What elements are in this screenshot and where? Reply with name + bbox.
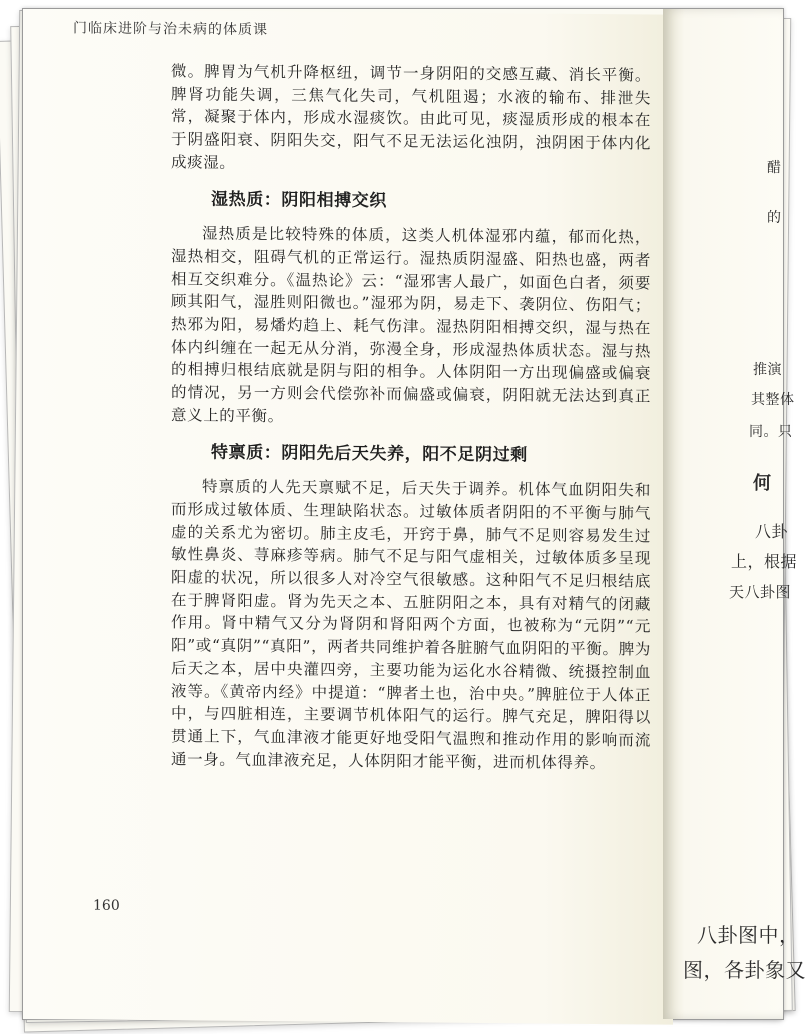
section-heading-special: 特禀质：阴阳先后天失养，阳不足阴过剩 [211,442,528,465]
section-heading-damp-heat: 湿热质：阴阳相搏交织 [211,189,387,211]
next-page-heading: 何 [753,473,772,494]
next-page-text: 醋 [767,160,782,176]
next-page-text: 其整体 [751,392,795,408]
next-page-text: 八卦图中， [697,923,800,947]
next-page-text: 上，根据 [731,552,798,571]
page-body [171,60,651,775]
next-page-text: 图，各卦象又 [683,958,806,982]
paragraph-damp-heat: 湿热质是比较特殊的体质，这类人机体湿邪内蕴，郁而化热，湿热相交，阻碍气机的正常运行。湿热质阴湿盛、阳热也盛，两者相互交织难分。《温热论》云：“湿邪害人最广，如面色白者，须要顾其阳气，湿胜则阳微也。”湿邪为阴，易走下、袭阴位、伤阳气；热邪为阳，易燔灼趋上、耗气伤津。湿热阴阳相搏交织，湿与热在体内纠缠在一起无从分消，弥漫全身，形成湿热体质状态。湿与热的相搏归根结底就是阴与阳的相争。人体阴阳一方出现偏盛或偏衰的情况，另一方则会代偿弥补而偏盛或偏衰，阴阳就无法达到真正意义上的平衡。 [171,224,651,426]
next-page-text: 天八卦图 [729,583,792,601]
next-page-text: 八卦 [755,522,789,541]
running-header: 门临床进阶与治未病的体质课 [73,20,268,39]
paragraph-special: 特禀质的人先天禀赋不足，后天失于调养。机体气血阴阳失和而形成过敏体质、生理缺陷状态。过敏体质者阴阳的不平衡与肺气虚的关系尤为密切。肺主皮毛，开窍于鼻，肺气不足则容易发生过敏性鼻炎、荨麻疹等病。肺气不足与阳气虚相关，过敏体质多呈现阳虚的状况，所以很多人对冷空气很敏感。这种阳气不足归根结底在于脾肾阳虚。肾为先天之本、五脏阴阳之本，具有对精气的闭藏作用。肾中精气又分为肾阴和肾阳两个方面，也被称为“元阴”“元阳”或“真阴”“真阳”，两者共同维护着各脏腑气血阴阳的平衡。脾为后天之本，居中央灌四旁，主要功能为运化水谷精微、统摄控制血液等。《黄帝内经》中提道：“脾者土也，治中央。”脾脏位于人体正中，与四脏相连，主要调节机体阳气的运行。脾气充足，脾阳得以贯通上下，气血津液才能更好地受阳气温煦和推动作用的影响而流通一身。气血津液充足，人体阴阳才能平衡，进而机体得养。 [171,477,651,772]
left-page [23,9,673,1025]
next-page-text: 的 [767,210,782,226]
next-page-text: 同。只 [749,424,793,440]
page-number: 160 [93,897,120,914]
right-page-edge [663,9,806,1019]
book-spread [22,8,806,1020]
paragraph-continued: 微。脾胃为气机升降枢纽，调节一身阴阳的交感互藏、消长平衡。脾肾功能失调，三焦气化失司，气机阻遏；水液的输布、排泄失常，凝聚于体内，形成水湿痰饮。由此可见，痰湿质形成的根本在于阴盛阳衰、阴阳失交，阳气不足无法运化浊阴，浊阴困于体内化成痰湿。 [171,62,651,172]
next-page-text: 推演 [753,362,782,378]
